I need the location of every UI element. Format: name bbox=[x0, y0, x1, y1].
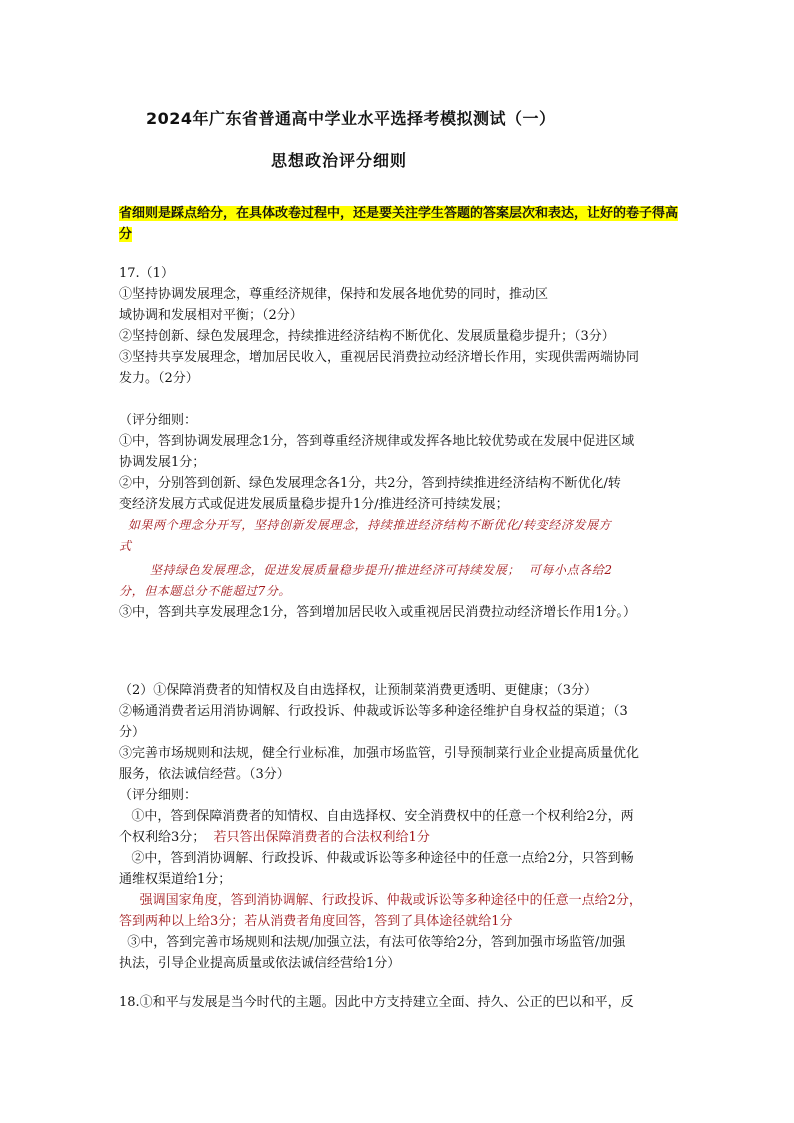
rubric-red-note: 若只答出保障消费者的合法权利给1分 bbox=[213, 830, 430, 845]
rubric-line: ②中，答到消协调解、行政投诉、仲裁或诉讼等多种途径中的任意一点给2分，只答到畅 bbox=[119, 851, 634, 866]
grading-notice bbox=[119, 203, 679, 245]
q17-answer-line: 发力。（2分） bbox=[119, 371, 199, 386]
rubric-line: ③中，答到完善市场规则和法规/加强立法，有法可依等给2分，答到加强市场监管/加强 bbox=[119, 935, 626, 950]
q17-part1-rubric bbox=[119, 410, 679, 623]
rubric-red-note: 式 bbox=[119, 539, 132, 553]
rubric-line: ②中，分别答到创新、绿色发展理念各1分，共2分，答到持续推进经济结构不断优化/转 bbox=[119, 476, 621, 491]
q17-answer-line: ①坚持协调发展理念，尊重经济规律，保持和发展各地优势的同时，推动区 bbox=[119, 287, 549, 302]
rubric-label: （评分细则： bbox=[119, 788, 198, 803]
document-title: 2024年广东省普通高中学业水平选择考模拟测试（一） bbox=[146, 109, 556, 128]
rubric-text: 个权利给3分； bbox=[119, 830, 214, 845]
rubric-line: ③中，答到共享发展理念1分，答到增加居民收入或重视居民消费拉动经济增长作用1分。） bbox=[119, 605, 637, 620]
grading-notice-text: 省细则是踩点给分，在具体改卷过程中，还是要关注学生答题的答案层次和表达，让好的卷子得高分 bbox=[119, 206, 679, 242]
q17-part2-answer-line: ③完善市场规则和法规，健全行业标准，加强市场监管，引导预制菜行业企业提高质量优化 bbox=[119, 746, 640, 761]
rubric-line: 协调发展1分； bbox=[119, 455, 206, 470]
rubric-line: 变经济发展方式或促进发展质量稳步提升1分/推进经济可持续发展； bbox=[119, 497, 509, 512]
q18-section bbox=[119, 992, 679, 1013]
rubric-line: ①中，答到协调发展理念1分，答到尊重经济规律或发挥各地比较优势或在发展中促进区域 bbox=[119, 434, 635, 449]
rubric-line: 执法，引导企业提高质量或依法诚信经营给1分） bbox=[119, 956, 401, 971]
q17-heading: 17.（1） bbox=[119, 266, 174, 281]
q17-part2-section bbox=[119, 680, 679, 974]
rubric-line bbox=[119, 827, 679, 848]
document-subtitle: 思想政治评分细则 bbox=[271, 151, 408, 170]
rubric-red-note: 坚持绿色发展理念，促进发展质量稳步提升/推进经济可持续发展； 可每小点各给2 bbox=[119, 563, 613, 577]
q17-part2-answer-line: 分） bbox=[119, 725, 146, 740]
q17-part1-section bbox=[119, 263, 679, 389]
q17-answer-line: 域协调和发展相对平衡；（2分） bbox=[119, 308, 303, 323]
rubric-red-note: 答到两种以上给3分；若从消费者角度回答，答到了具体途径就给1分 bbox=[119, 914, 513, 929]
q17-part2-answer-line: ②畅通消费者运用消协调解、行政投诉、仲裁或诉讼等多种途径维护自身权益的渠道；（3 bbox=[119, 704, 628, 719]
q17-answer-line: ③坚持共享发展理念，增加居民收入，重视居民消费拉动经济增长作用，实现供需两端协同 bbox=[119, 350, 640, 365]
q17-part2-answer-line: （2）①保障消费者的知情权及自由选择权，让预制菜消费更透明、更健康；（3分） bbox=[119, 683, 598, 698]
rubric-line: ①中，答到保障消费者的知情权、自由选择权、安全消费权中的任意一个权利给2分，两 bbox=[119, 809, 634, 824]
rubric-red-note: 分，但本题总分不能超过7分。 bbox=[119, 584, 292, 598]
q17-part2-answer-line: 服务，依法诚信经营。（3分） bbox=[119, 767, 290, 782]
q18-line: 18.①和平与发展是当今时代的主题。因此中方支持建立全面、持久、公正的巴以和平，反 bbox=[119, 995, 634, 1010]
rubric-red-note: 如果两个理念分开写，坚持创新发展理念，持续推进经济结构不断优化/转变经济发展方 bbox=[119, 518, 612, 532]
rubric-red-note: 强调国家角度，答到消协调解、行政投诉、仲裁或诉讼等多种途径中的任意一点给2分， bbox=[119, 893, 642, 908]
rubric-line: 通维权渠道给1分； bbox=[119, 872, 232, 887]
rubric-label: （评分细则： bbox=[119, 413, 198, 428]
q17-answer-line: ②坚持创新、绿色发展理念，持续推进经济结构不断优化、发展质量稳步提升；（3分） bbox=[119, 329, 615, 344]
